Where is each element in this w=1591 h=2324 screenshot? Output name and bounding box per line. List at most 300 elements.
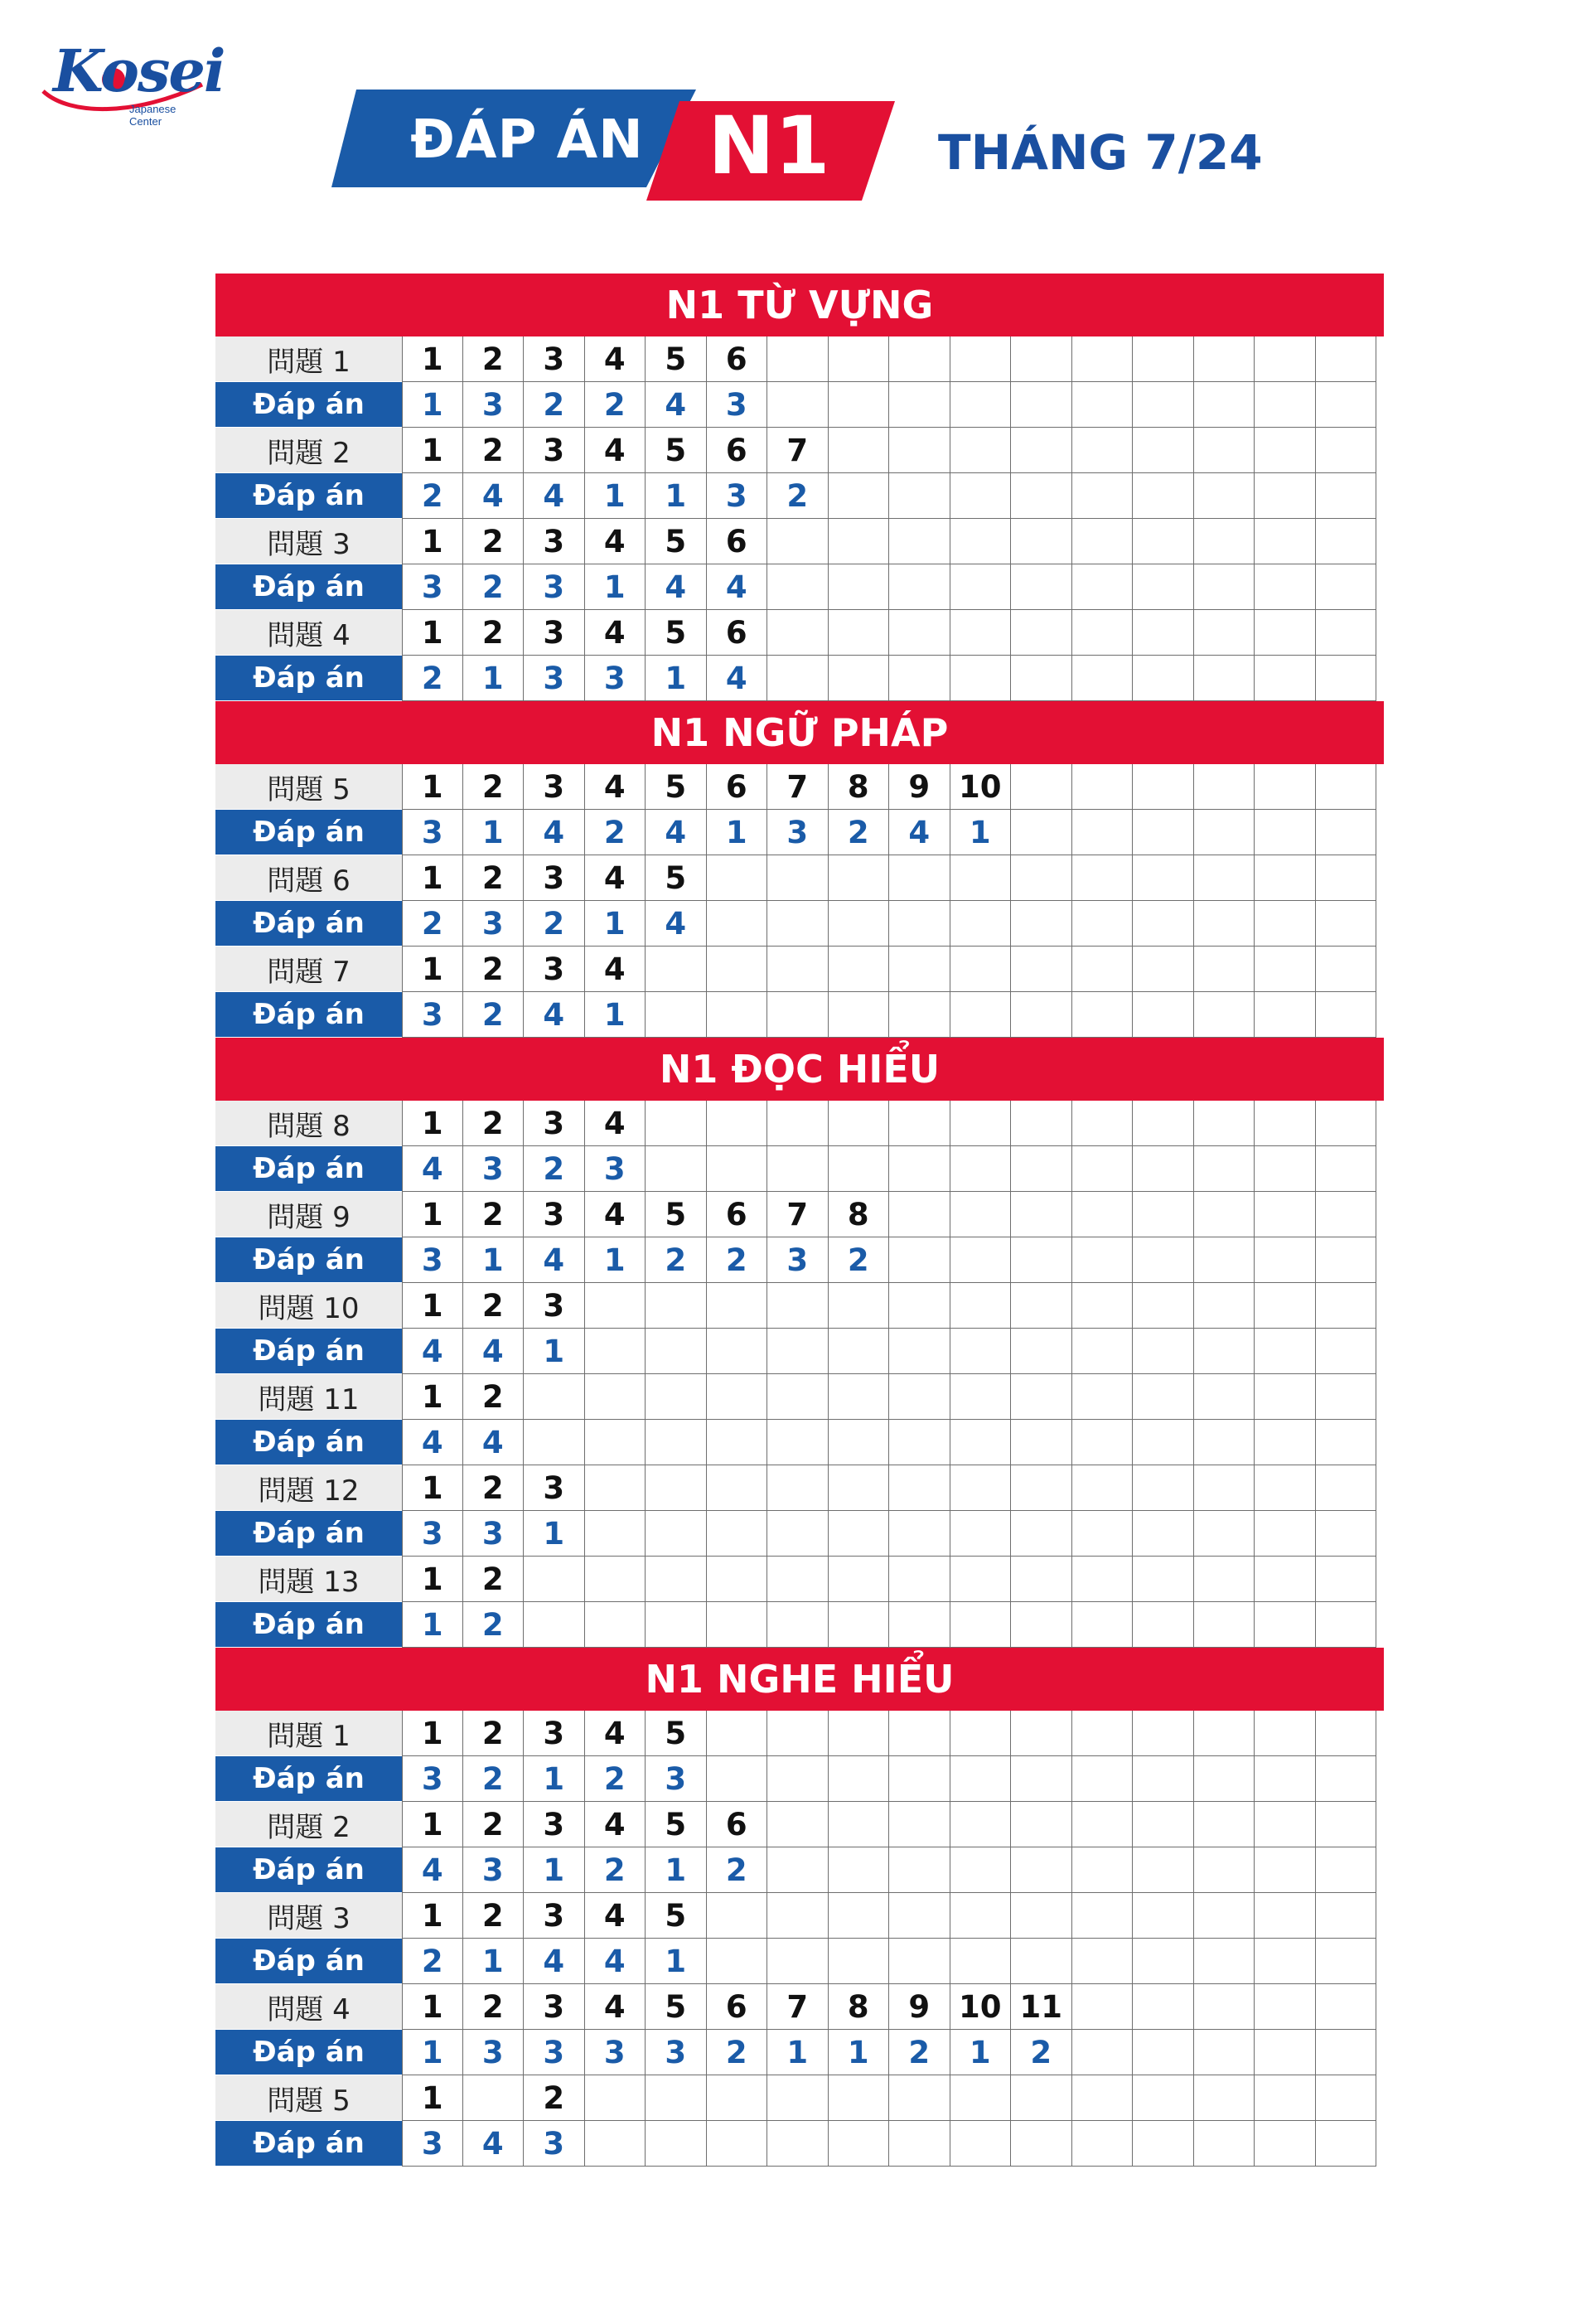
question-number-cell [1133, 1374, 1194, 1420]
question-row [215, 428, 1384, 473]
question-number-cell: 2 [463, 519, 525, 564]
answer-cell: 1 [950, 810, 1012, 855]
answer-label: Đáp án [215, 810, 402, 855]
answer-cell [1255, 1756, 1316, 1802]
answer-cell: 1 [585, 901, 646, 947]
question-number-cell [1072, 1283, 1134, 1329]
answer-cell: 2 [585, 1847, 646, 1893]
question-number-cell: 4 [585, 1802, 646, 1847]
answer-cell: 1 [585, 473, 646, 519]
question-number-cell [950, 336, 1012, 382]
question-number-cell: 5 [646, 610, 707, 656]
answer-cell: 1 [463, 1939, 525, 1984]
question-number-cell: 3 [524, 1192, 585, 1237]
question-number-cell: 10 [950, 764, 1012, 810]
answer-label: Đáp án [215, 1602, 402, 1648]
answer-cell [1133, 1847, 1194, 1893]
answer-cell [829, 901, 890, 947]
answer-cell: 4 [524, 1939, 585, 1984]
answer-cell: 4 [402, 1847, 463, 1893]
question-number-cell [1316, 610, 1377, 656]
answer-cell [1316, 1420, 1377, 1465]
question-row [215, 855, 1384, 901]
answer-cell: 3 [463, 1511, 525, 1557]
question-number-cell [1133, 2075, 1194, 2121]
question-number-cell [707, 855, 768, 901]
question-number-cell: 1 [402, 519, 463, 564]
answer-cell: 1 [463, 656, 525, 701]
answer-cell: 2 [524, 901, 585, 947]
question-label: 問題 4 [215, 610, 402, 656]
question-number-cell: 7 [767, 764, 829, 810]
question-number-cell: 1 [402, 1802, 463, 1847]
answer-cell [889, 1939, 950, 1984]
answer-cell: 2 [524, 382, 585, 428]
answer-cell [1316, 1939, 1377, 1984]
question-number-cell: 2 [463, 610, 525, 656]
answer-cell [950, 656, 1012, 701]
answer-cell [1194, 1146, 1255, 1192]
answer-cell [767, 901, 829, 947]
question-number-cell [889, 610, 950, 656]
question-number-cell [889, 1374, 950, 1420]
answer-cell [950, 1511, 1012, 1557]
answer-cell [1072, 473, 1134, 519]
question-number-cell [767, 1802, 829, 1847]
question-number-cell [950, 855, 1012, 901]
question-number-cell [646, 1283, 707, 1329]
question-number-cell [829, 1711, 890, 1756]
answer-row [215, 901, 1384, 947]
question-number-cell [646, 1101, 707, 1146]
answer-cell [1255, 564, 1316, 610]
question-number-cell: 1 [402, 1101, 463, 1146]
question-number-cell: 3 [524, 1893, 585, 1939]
answer-cell [1316, 1602, 1377, 1648]
kosei-logo [36, 33, 225, 128]
question-number-cell [1011, 1711, 1072, 1756]
question-number-cell: 2 [463, 1192, 525, 1237]
answer-cell [950, 1146, 1012, 1192]
question-number-cell [707, 1465, 768, 1511]
answer-cell: 3 [707, 382, 768, 428]
question-number-cell: 2 [463, 764, 525, 810]
question-number-cell: 3 [524, 1465, 585, 1511]
answer-cell: 4 [524, 810, 585, 855]
answer-cell [1194, 656, 1255, 701]
answer-cell [950, 564, 1012, 610]
answer-cell [1072, 1939, 1134, 1984]
question-number-cell [1255, 1465, 1316, 1511]
question-number-cell: 1 [402, 1465, 463, 1511]
answer-cell: 3 [585, 2030, 646, 2075]
question-number-cell [767, 855, 829, 901]
question-number-cell: 8 [829, 764, 890, 810]
answer-cell: 3 [463, 382, 525, 428]
question-number-cell: 4 [585, 610, 646, 656]
question-number-cell [1133, 1984, 1194, 2030]
answer-cell [889, 1420, 950, 1465]
answer-cell: 2 [646, 1237, 707, 1283]
question-number-cell [767, 1101, 829, 1146]
answer-cell [1255, 901, 1316, 947]
question-number-cell: 1 [402, 1283, 463, 1329]
question-number-cell: 4 [585, 336, 646, 382]
question-number-cell: 4 [585, 947, 646, 992]
answer-row [215, 1511, 1384, 1557]
question-number-cell [1316, 1893, 1377, 1939]
answer-cell: 3 [402, 1511, 463, 1557]
answer-cell [767, 1939, 829, 1984]
question-number-cell: 6 [707, 1802, 768, 1847]
answer-cell [1316, 1756, 1377, 1802]
answer-cell: 1 [707, 810, 768, 855]
header-banner [331, 90, 895, 201]
answer-cell [1194, 1511, 1255, 1557]
question-number-cell [889, 2075, 950, 2121]
question-number-cell: 7 [767, 1984, 829, 2030]
answer-cell [1072, 1847, 1134, 1893]
question-number-cell [1194, 1711, 1255, 1756]
answer-cell [767, 1602, 829, 1648]
answer-label: Đáp án [215, 2121, 402, 2167]
answer-cell [1316, 564, 1377, 610]
answer-cell [1011, 1237, 1072, 1283]
answer-cell [889, 1847, 950, 1893]
answer-cell: 2 [463, 992, 525, 1038]
answer-cell: 2 [585, 1756, 646, 1802]
answer-cell [950, 1756, 1012, 1802]
answer-cell [767, 1511, 829, 1557]
answer-cell [646, 1146, 707, 1192]
answer-cell [829, 564, 890, 610]
question-number-cell [1316, 2075, 1377, 2121]
exam-month: THÁNG 7/24 [938, 124, 1263, 181]
answer-cell [1194, 992, 1255, 1038]
question-number-cell: 3 [524, 1711, 585, 1756]
question-number-cell [1194, 428, 1255, 473]
question-number-cell: 6 [707, 428, 768, 473]
answer-cell: 4 [524, 992, 585, 1038]
question-number-cell [1072, 610, 1134, 656]
question-number-cell [767, 336, 829, 382]
question-number-cell [829, 2075, 890, 2121]
answer-cell [1072, 2030, 1134, 2075]
question-number-cell [707, 1283, 768, 1329]
question-number-cell: 6 [707, 764, 768, 810]
section-header: N1 TỪ VỰNG [215, 274, 1384, 336]
question-number-cell [1255, 1711, 1316, 1756]
answer-cell [585, 1602, 646, 1648]
question-number-cell [1133, 1893, 1194, 1939]
answer-cell [1255, 656, 1316, 701]
answer-cell [1072, 1602, 1134, 1648]
answer-cell: 2 [585, 382, 646, 428]
question-number-cell [463, 2075, 525, 2121]
answer-cell [829, 382, 890, 428]
question-number-cell [585, 1283, 646, 1329]
answer-label: Đáp án [215, 1329, 402, 1374]
answer-cell [829, 1146, 890, 1192]
answer-cell [889, 656, 950, 701]
answer-cell [1072, 1237, 1134, 1283]
question-number-cell: 3 [524, 610, 585, 656]
banner-level: N1 [708, 99, 830, 192]
question-label: 問題 2 [215, 428, 402, 473]
answer-cell: 4 [402, 1146, 463, 1192]
question-label: 問題 12 [215, 1465, 402, 1511]
answer-cell: 2 [829, 810, 890, 855]
answer-cell [1011, 1420, 1072, 1465]
answer-cell [1072, 992, 1134, 1038]
question-number-cell [1133, 519, 1194, 564]
question-number-cell [1194, 855, 1255, 901]
question-number-cell [707, 1557, 768, 1602]
question-number-cell [1255, 1984, 1316, 2030]
answer-cell [646, 1511, 707, 1557]
question-label: 問題 4 [215, 1984, 402, 2030]
question-number-cell [950, 1893, 1012, 1939]
answer-label: Đáp án [215, 1420, 402, 1465]
question-row [215, 1893, 1384, 1939]
question-number-cell [1011, 1465, 1072, 1511]
question-number-cell [1011, 610, 1072, 656]
question-number-cell [1133, 1557, 1194, 1602]
answer-cell [1011, 1146, 1072, 1192]
question-number-cell: 2 [463, 1802, 525, 1847]
question-number-cell [829, 1374, 890, 1420]
question-number-cell [950, 1192, 1012, 1237]
answer-cell [707, 1939, 768, 1984]
question-number-cell [707, 1893, 768, 1939]
answer-cell: 2 [402, 656, 463, 701]
answer-cell: 1 [646, 473, 707, 519]
answer-cell [1255, 1847, 1316, 1893]
question-row [215, 1192, 1384, 1237]
answer-cell: 4 [707, 564, 768, 610]
question-number-cell [1072, 428, 1134, 473]
answer-cell [829, 1602, 890, 1648]
answer-cell [1072, 1146, 1134, 1192]
answer-cell: 3 [402, 810, 463, 855]
question-number-cell [1316, 428, 1377, 473]
question-number-cell: 5 [646, 1192, 707, 1237]
question-number-cell [1011, 1557, 1072, 1602]
question-number-cell [1194, 610, 1255, 656]
answer-cell: 1 [524, 1511, 585, 1557]
question-number-cell: 5 [646, 336, 707, 382]
section-header: N1 NGHE HIỂU [215, 1648, 1384, 1711]
answer-label: Đáp án [215, 473, 402, 519]
answer-cell: 3 [707, 473, 768, 519]
answer-cell [950, 382, 1012, 428]
answer-cell: 3 [402, 564, 463, 610]
question-number-cell [707, 947, 768, 992]
answer-cell [889, 1237, 950, 1283]
question-number-cell [767, 1465, 829, 1511]
question-number-cell: 10 [950, 1984, 1012, 2030]
question-number-cell [524, 1557, 585, 1602]
answer-row [215, 473, 1384, 519]
answer-cell [1133, 1237, 1194, 1283]
question-number-cell [1316, 519, 1377, 564]
answer-cell: 4 [646, 564, 707, 610]
answer-cell [1194, 382, 1255, 428]
answer-cell [1255, 1237, 1316, 1283]
answer-cell [1011, 1511, 1072, 1557]
answer-label: Đáp án [215, 992, 402, 1038]
answer-cell [1255, 473, 1316, 519]
question-number-cell [1133, 610, 1194, 656]
question-row [215, 764, 1384, 810]
answer-cell [1133, 564, 1194, 610]
answer-cell: 4 [646, 382, 707, 428]
question-number-cell: 6 [707, 610, 768, 656]
question-number-cell [829, 1893, 890, 1939]
answer-row [215, 1146, 1384, 1192]
answer-cell: 2 [402, 1939, 463, 1984]
answer-cell [767, 1329, 829, 1374]
question-row [215, 336, 1384, 382]
answer-cell: 3 [524, 656, 585, 701]
question-number-cell [1255, 1192, 1316, 1237]
answer-cell: 3 [402, 1237, 463, 1283]
answer-cell [1133, 382, 1194, 428]
answer-cell [889, 1602, 950, 1648]
question-number-cell [1072, 2075, 1134, 2121]
question-row [215, 1283, 1384, 1329]
question-number-cell [1072, 1893, 1134, 1939]
question-number-cell [767, 1893, 829, 1939]
question-row [215, 519, 1384, 564]
question-number-cell [950, 1283, 1012, 1329]
question-label: 問題 11 [215, 1374, 402, 1420]
question-number-cell: 3 [524, 947, 585, 992]
question-number-cell [1072, 1192, 1134, 1237]
question-number-cell [889, 1192, 950, 1237]
question-row [215, 2075, 1384, 2121]
question-number-cell [767, 1283, 829, 1329]
answer-cell [1255, 1602, 1316, 1648]
answer-cell [1194, 1756, 1255, 1802]
question-number-cell [829, 1465, 890, 1511]
question-number-cell [1133, 1101, 1194, 1146]
question-number-cell [1072, 519, 1134, 564]
question-number-cell: 3 [524, 855, 585, 901]
answer-cell: 3 [646, 2030, 707, 2075]
question-label: 問題 13 [215, 1557, 402, 1602]
answer-cell [1011, 1756, 1072, 1802]
answer-cell: 1 [767, 2030, 829, 2075]
question-number-cell [1072, 1984, 1134, 2030]
question-number-cell [767, 947, 829, 992]
answer-cell: 2 [463, 1602, 525, 1648]
answer-cell: 2 [402, 901, 463, 947]
answer-label: Đáp án [215, 656, 402, 701]
answer-cell [829, 1847, 890, 1893]
answer-cell: 2 [829, 1237, 890, 1283]
answer-cell [1316, 1847, 1377, 1893]
question-number-cell [950, 947, 1012, 992]
question-label: 問題 3 [215, 1893, 402, 1939]
question-number-cell [1255, 1101, 1316, 1146]
question-number-cell [1255, 764, 1316, 810]
question-number-cell: 3 [524, 764, 585, 810]
question-number-cell [889, 1283, 950, 1329]
question-number-cell [1011, 2075, 1072, 2121]
answer-cell [829, 2121, 890, 2167]
question-number-cell [889, 1802, 950, 1847]
question-number-cell [524, 1374, 585, 1420]
question-number-cell: 9 [889, 764, 950, 810]
question-number-cell [1194, 1984, 1255, 2030]
answer-cell [1316, 2030, 1377, 2075]
question-row [215, 1465, 1384, 1511]
question-number-cell: 6 [707, 519, 768, 564]
answer-cell: 1 [585, 564, 646, 610]
answer-cell [889, 992, 950, 1038]
answer-cell: 3 [463, 2030, 525, 2075]
answer-cell [1316, 1146, 1377, 1192]
question-number-cell [1255, 1283, 1316, 1329]
answer-cell [1011, 1602, 1072, 1648]
answer-cell: 2 [889, 2030, 950, 2075]
answer-cell [1133, 810, 1194, 855]
question-number-cell [889, 1465, 950, 1511]
question-number-cell [1316, 1984, 1377, 2030]
answer-cell [1072, 656, 1134, 701]
answer-cell [889, 1329, 950, 1374]
question-number-cell [646, 1465, 707, 1511]
answer-cell [767, 1756, 829, 1802]
answer-cell: 1 [585, 992, 646, 1038]
question-number-cell [767, 610, 829, 656]
answer-cell: 4 [524, 1237, 585, 1283]
answer-cell [1133, 1511, 1194, 1557]
answer-cell [1316, 1511, 1377, 1557]
question-number-cell: 2 [463, 336, 525, 382]
question-number-cell [829, 1101, 890, 1146]
question-number-cell: 3 [524, 1984, 585, 2030]
answer-cell [1316, 656, 1377, 701]
question-number-cell [1011, 764, 1072, 810]
answer-cell [950, 1329, 1012, 1374]
question-number-cell [1194, 519, 1255, 564]
answer-row [215, 1756, 1384, 1802]
question-number-cell [1194, 336, 1255, 382]
answer-cell: 3 [524, 2121, 585, 2167]
question-number-cell [1316, 764, 1377, 810]
answer-cell: 2 [463, 564, 525, 610]
question-number-cell [829, 1557, 890, 1602]
question-number-cell [767, 2075, 829, 2121]
question-number-cell [829, 947, 890, 992]
question-label: 問題 7 [215, 947, 402, 992]
answer-cell [646, 1420, 707, 1465]
answer-cell [1194, 1847, 1255, 1893]
question-number-cell: 3 [524, 1283, 585, 1329]
answer-cell: 3 [646, 1756, 707, 1802]
answer-cell [1316, 1237, 1377, 1283]
question-row [215, 610, 1384, 656]
answer-cell [1072, 810, 1134, 855]
question-number-cell [1194, 1893, 1255, 1939]
answer-cell: 1 [402, 382, 463, 428]
answer-cell [1255, 1420, 1316, 1465]
question-number-cell: 1 [402, 947, 463, 992]
question-number-cell [585, 1465, 646, 1511]
question-number-cell [1255, 428, 1316, 473]
